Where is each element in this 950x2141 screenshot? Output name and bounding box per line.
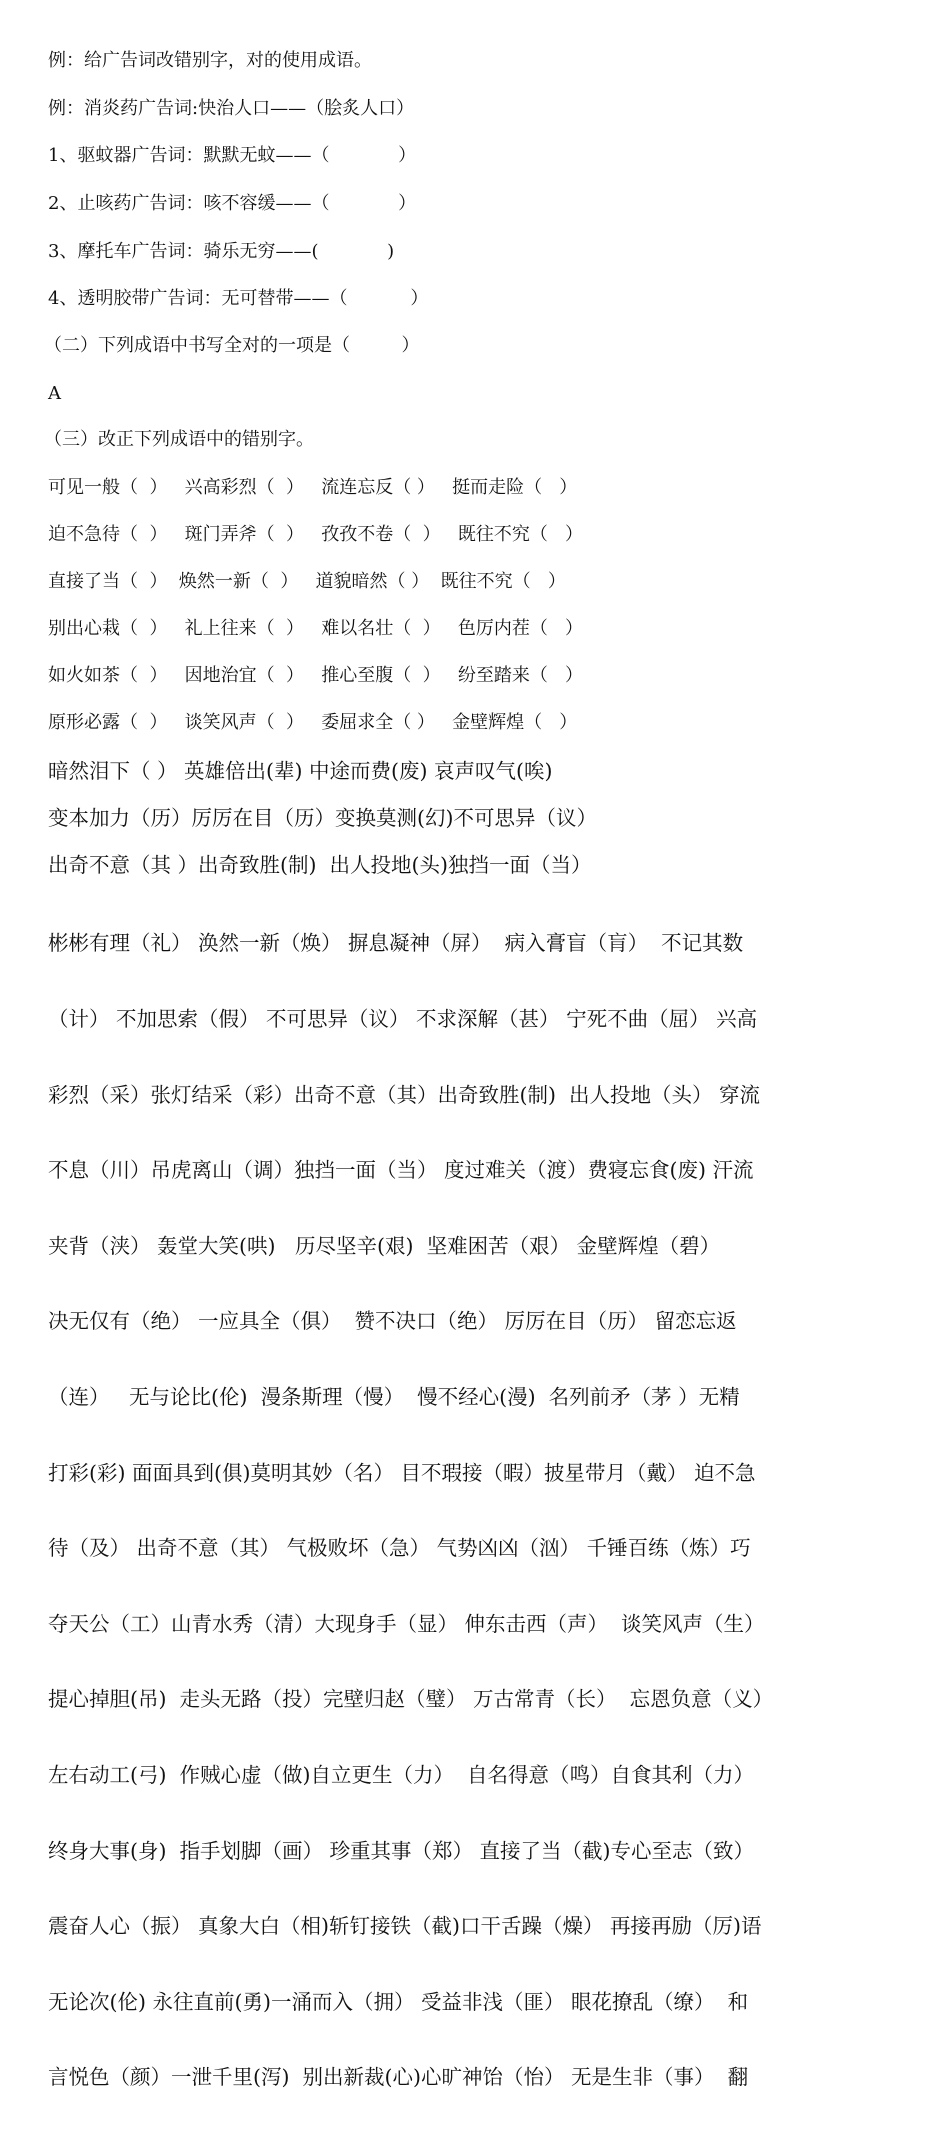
question-2: 2、止咳药广告词：咳不容缓——（ ） <box>48 193 417 214</box>
correction-line: 不息（川）吊虎离山（调）独挡一面（当） 度过难关（渡）费寝忘食(废) 汗流 <box>48 1158 754 1183</box>
correction-line: 决无仅有（绝） 一应具全（俱） 赞不决口（绝） 厉厉在目（历） 留恋忘返 <box>48 1309 737 1334</box>
correction-line: 提心掉胆(吊) 走头无路（投）完壁归赵（璧） 万古常青（长） 忘恩负意（义） <box>48 1687 774 1712</box>
corrections-block <box>48 881 908 2141</box>
idiom-row: 原形必露（ ） 谈笑风声（ ） 委屈求全（ ） 金壁辉煌（ ） <box>48 712 578 733</box>
correction-line: 彬彬有理（礼） 涣然一新（焕） 摒息凝神（屏） 病入膏盲（肓） 不记其数 <box>48 931 744 956</box>
idiom-answer-row: 出奇不意（其 ）出奇致胜(制) 出人投地(头)独挡一面（当） <box>48 853 592 877</box>
idiom-answer-row: 变本加力（历）厉厉在目（历）变换莫测(幻)不可思异（议） <box>48 806 597 830</box>
correction-line: 终身大事(身) 指手划脚（画） 珍重其事（郑） 直接了当（截)专心至志（致） <box>48 1838 755 1863</box>
example-line: 例：消炎药广告词:快治人口——（脍炙人口） <box>48 98 415 119</box>
section-3-heading: （三）改正下列成语中的错别字。 <box>44 429 314 450</box>
idiom-row: 迫不急待（ ） 斑门弄斧（ ） 孜孜不卷（ ） 既往不究（ ） <box>48 524 583 545</box>
correction-line: 言悦色（颜）一泄千里(泻) 别出新裁(心)心旷神饴（怡） 无是生非（事） 翻 <box>48 2065 749 2090</box>
question-3: 3、摩托车广告词：骑乐无穷——( ) <box>48 241 395 262</box>
correction-line: 无论次(伦) 永往直前(勇)一涌而入（拥） 受益非浅（匪） 眼花撩乱（缭） 和 <box>48 1989 749 2014</box>
correction-line: 左右动工(弓) 作贼心虚（做)自立更生（力） 自名得意（鸣）自食其利（力） <box>48 1762 755 1787</box>
idiom-row: 别出心栽（ ） 礼上往来（ ） 难以名壮（ ） 色厉内茬（ ） <box>48 618 583 639</box>
example-instruction: 例：给广告词改错别字，对的使用成语。 <box>48 50 372 71</box>
idiom-row: 直接了当（ ） 焕然一新（ ） 道貌暗然（ ） 既往不究（ ） <box>48 571 566 592</box>
question-1: 1、驱蚊器广告词：默默无蚊——（ ） <box>48 145 417 166</box>
section-2-heading: （二）下列成语中书写全对的一项是（ ） <box>44 335 420 356</box>
correction-line: 夹背（浃） 轰堂大笑(哄) 历尽坚辛(艰) 坚难困苦（艰） 金壁辉煌（碧） <box>48 1233 721 1258</box>
idiom-row: 可见一般（ ） 兴高彩烈（ ） 流连忘反（ ） 挺而走险（ ） <box>48 477 578 498</box>
correction-line: 震奋人心（振） 真象大白（相)斩钉接铁（截)口干舌躁（燥） 再接再励（厉)语 <box>48 1914 762 1939</box>
correction-line: （计） 不加思索（假） 不可思异（议） 不求深解（甚） 宁死不曲（屈） 兴高 <box>48 1007 758 1031</box>
correction-line: （连） 无与论比(伦) 漫条斯理（慢） 慢不经心(漫) 名列前矛（茅 ）无精 <box>48 1384 740 1409</box>
idiom-answer-row: 暗然泪下（ ） 英雄倍出(辈) 中途而费(废) 哀声叹气(唉) <box>48 759 553 783</box>
question-4: 4、透明胶带广告词：无可替带——（ ） <box>48 288 429 309</box>
correction-line: 夺天公（工）山青水秀（清）大现身手（显） 伸东击西（声） 谈笑风声（生） <box>48 1611 765 1636</box>
correction-line: 打彩(彩) 面面具到(俱)莫明其妙（名） 目不瑕接（暇）披星带月（戴） 迫不急 <box>48 1460 756 1485</box>
idiom-row: 如火如茶（ ） 因地治宜（ ） 推心至腹（ ） 纷至踏来（ ） <box>48 665 583 686</box>
correction-line: 彩烈（采）张灯结采（彩）出奇不意（其）出奇致胜(制) 出人投地（头） 穿流 <box>48 1082 761 1107</box>
answer-option-a: A <box>48 383 61 404</box>
correction-line: 待（及） 出奇不意（其） 气极败坏（急） 气势凶凶（汹） 千锤百练（炼）巧 <box>48 1536 751 1561</box>
